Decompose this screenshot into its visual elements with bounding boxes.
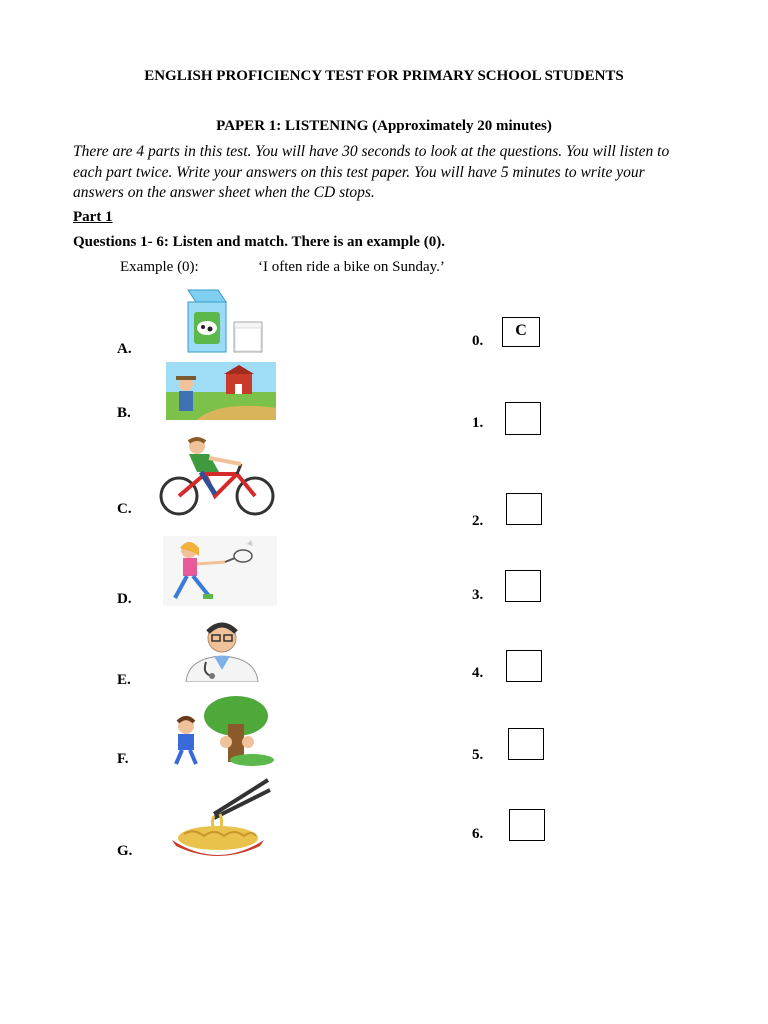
- answer-number-2: 2.: [472, 513, 484, 529]
- option-letter-f: F.: [117, 751, 129, 767]
- answer-box-2[interactable]: [506, 493, 542, 525]
- instructions-text: There are 4 parts in this test. You will have 30 seconds to look at the questions. You will listen to each part twice. Write your answers on this test paper. You will have 5 minutes to write your answers on the answer sheet when the CD stops.: [73, 143, 670, 201]
- farm-picture: [166, 362, 276, 420]
- milk-carton-picture: [180, 284, 272, 354]
- answer-number-3: 3.: [472, 587, 484, 603]
- option-letter-e: E.: [117, 672, 131, 688]
- answer-number-0: 0.: [472, 333, 484, 349]
- example-text: ‘I often ride a bike on Sunday.’: [258, 259, 445, 275]
- option-letter-g: G.: [117, 843, 133, 859]
- paper-title: PAPER 1: LISTENING (Approximately 20 minutes): [216, 118, 552, 134]
- example-label: Example (0):: [120, 259, 199, 275]
- answer-box-3[interactable]: [505, 570, 541, 602]
- question-heading: Questions 1- 6: Listen and match. There is an example (0).: [73, 234, 445, 250]
- answer-box-4[interactable]: [506, 650, 542, 682]
- answer-box-5[interactable]: [508, 728, 544, 760]
- test-title: ENGLISH PROFICIENCY TEST FOR PRIMARY SCHOOL STUDENTS: [144, 68, 624, 84]
- doctor-picture: [172, 614, 272, 682]
- answer-box-6[interactable]: [509, 809, 545, 841]
- tree-children-picture: [164, 694, 276, 766]
- answer-number-4: 4.: [472, 665, 484, 681]
- answer-number-5: 5.: [472, 747, 484, 763]
- option-letter-b: B.: [117, 405, 131, 421]
- bike-picture: [157, 436, 277, 518]
- option-letter-c: C.: [117, 501, 132, 517]
- option-letter-a: A.: [117, 341, 132, 357]
- noodles-picture: [164, 774, 272, 860]
- answer-number-6: 6.: [472, 826, 484, 842]
- option-letter-d: D.: [117, 591, 132, 607]
- answer-box-1[interactable]: [505, 402, 541, 435]
- answer-box-0[interactable]: C: [502, 317, 540, 347]
- part-label: Part 1: [73, 209, 113, 225]
- answer-number-1: 1.: [472, 415, 484, 431]
- badminton-picture: [163, 536, 277, 606]
